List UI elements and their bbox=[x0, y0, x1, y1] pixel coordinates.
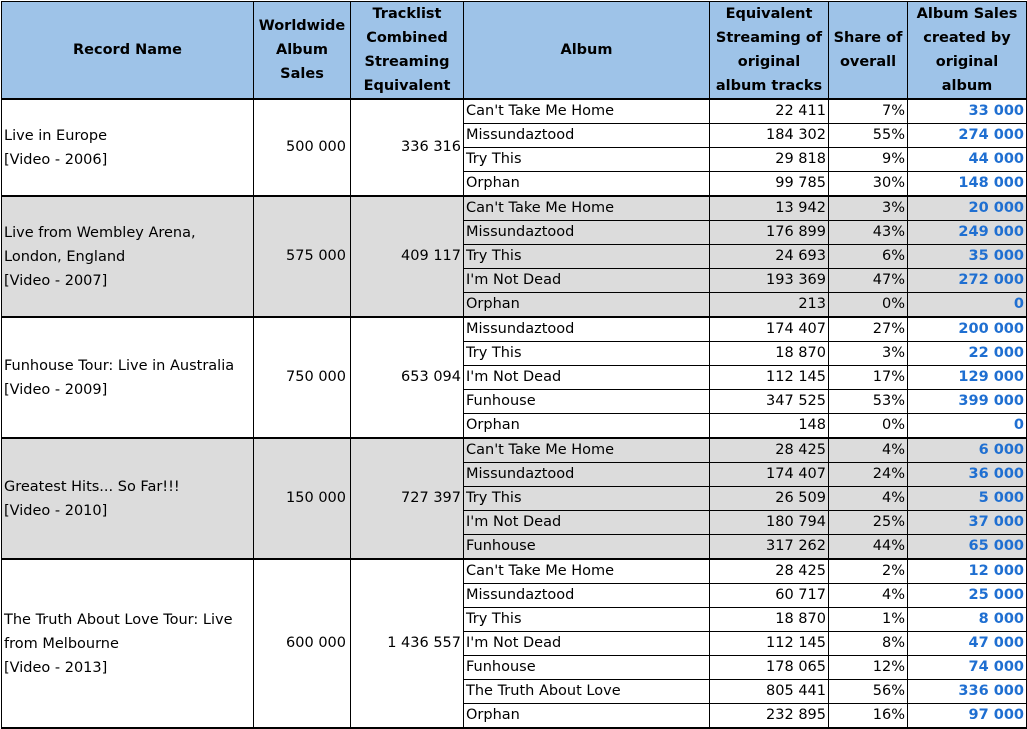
table-row bbox=[2, 317, 1027, 342]
worldwide-sales-cell: 575 000 bbox=[254, 196, 351, 317]
album-sales-created-cell: 20 000 bbox=[908, 196, 1027, 221]
album-cell: Orphan bbox=[464, 414, 710, 439]
table-row bbox=[2, 559, 1027, 584]
album-cell: The Truth About Love bbox=[464, 680, 710, 704]
equivalent-streaming-cell: 148 bbox=[710, 414, 829, 439]
album-sales-created-cell: 274 000 bbox=[908, 124, 1027, 148]
equivalent-streaming-cell: 112 145 bbox=[710, 632, 829, 656]
album-cell: Missundaztood bbox=[464, 317, 710, 342]
share-cell: 7% bbox=[829, 99, 908, 124]
equivalent-streaming-cell: 28 425 bbox=[710, 559, 829, 584]
album-sales-created-cell: 5 000 bbox=[908, 487, 1027, 511]
record-name-cell bbox=[2, 559, 254, 728]
equivalent-streaming-cell: 176 899 bbox=[710, 221, 829, 245]
worldwide-sales-cell: 750 000 bbox=[254, 317, 351, 438]
share-cell: 4% bbox=[829, 487, 908, 511]
album-cell: Missundaztood bbox=[464, 124, 710, 148]
equivalent-streaming-cell: 347 525 bbox=[710, 390, 829, 414]
table-row bbox=[2, 196, 1027, 221]
record-name-cell bbox=[2, 317, 254, 438]
album-sales-created-cell: 12 000 bbox=[908, 559, 1027, 584]
table-row bbox=[2, 438, 1027, 463]
share-cell: 53% bbox=[829, 390, 908, 414]
album-sales-created-cell: 249 000 bbox=[908, 221, 1027, 245]
header-album-sales-created: Album Sales created by original album bbox=[908, 2, 1027, 100]
album-cell: Orphan bbox=[464, 704, 710, 729]
equivalent-streaming-cell: 26 509 bbox=[710, 487, 829, 511]
record-name-line: Greatest Hits... So Far!!! bbox=[4, 478, 180, 495]
share-cell: 27% bbox=[829, 317, 908, 342]
album-cell: Funhouse bbox=[464, 390, 710, 414]
album-cell: Missundaztood bbox=[464, 463, 710, 487]
share-cell: 30% bbox=[829, 172, 908, 197]
record-name-line: [Video - 2013] bbox=[4, 659, 108, 676]
share-cell: 25% bbox=[829, 511, 908, 535]
album-sales-created-cell: 74 000 bbox=[908, 656, 1027, 680]
share-cell: 1% bbox=[829, 608, 908, 632]
album-sales-created-cell: 36 000 bbox=[908, 463, 1027, 487]
record-name-line: Funhouse Tour: Live in Australia bbox=[4, 357, 235, 374]
album-sales-created-cell: 129 000 bbox=[908, 366, 1027, 390]
equivalent-streaming-cell: 24 693 bbox=[710, 245, 829, 269]
album-cell: Orphan bbox=[464, 293, 710, 318]
album-sales-created-cell: 336 000 bbox=[908, 680, 1027, 704]
equivalent-streaming-cell: 805 441 bbox=[710, 680, 829, 704]
album-cell: Try This bbox=[464, 245, 710, 269]
share-cell: 16% bbox=[829, 704, 908, 729]
share-cell: 55% bbox=[829, 124, 908, 148]
share-cell: 0% bbox=[829, 414, 908, 439]
share-cell: 8% bbox=[829, 632, 908, 656]
worldwide-sales-cell: 500 000 bbox=[254, 99, 351, 196]
album-cell: Try This bbox=[464, 342, 710, 366]
equivalent-streaming-cell: 99 785 bbox=[710, 172, 829, 197]
equivalent-streaming-cell: 232 895 bbox=[710, 704, 829, 729]
album-cell: I'm Not Dead bbox=[464, 366, 710, 390]
album-cell: I'm Not Dead bbox=[464, 511, 710, 535]
equivalent-streaming-cell: 174 407 bbox=[710, 463, 829, 487]
album-sales-created-cell: 272 000 bbox=[908, 269, 1027, 293]
album-sales-created-cell: 37 000 bbox=[908, 511, 1027, 535]
streaming-equivalent-cell: 409 117 bbox=[351, 196, 464, 317]
equivalent-streaming-cell: 29 818 bbox=[710, 148, 829, 172]
share-cell: 4% bbox=[829, 584, 908, 608]
album-sales-created-cell: 148 000 bbox=[908, 172, 1027, 197]
worldwide-sales-cell: 150 000 bbox=[254, 438, 351, 559]
header-equivalent-streaming: Equivalent Streaming of original album tracks bbox=[710, 2, 829, 100]
album-cell: Missundaztood bbox=[464, 584, 710, 608]
share-cell: 43% bbox=[829, 221, 908, 245]
table-row bbox=[2, 99, 1027, 124]
header-share: Share of overall bbox=[829, 2, 908, 100]
header-row bbox=[2, 2, 1027, 100]
equivalent-streaming-cell: 28 425 bbox=[710, 438, 829, 463]
share-cell: 12% bbox=[829, 656, 908, 680]
album-cell: Can't Take Me Home bbox=[464, 196, 710, 221]
header-record-name: Record Name bbox=[2, 2, 254, 100]
streaming-equivalent-cell: 336 316 bbox=[351, 99, 464, 196]
album-cell: Can't Take Me Home bbox=[464, 99, 710, 124]
album-sales-created-cell: 0 bbox=[908, 293, 1027, 318]
album-cell: Missundaztood bbox=[464, 221, 710, 245]
streaming-equivalent-cell: 653 094 bbox=[351, 317, 464, 438]
share-cell: 3% bbox=[829, 342, 908, 366]
record-name-line: [Video - 2007] bbox=[4, 272, 108, 289]
equivalent-streaming-cell: 18 870 bbox=[710, 342, 829, 366]
equivalent-streaming-cell: 193 369 bbox=[710, 269, 829, 293]
header-worldwide-sales: Worldwide Album Sales bbox=[254, 2, 351, 100]
worldwide-sales-cell: 600 000 bbox=[254, 559, 351, 728]
album-sales-created-cell: 200 000 bbox=[908, 317, 1027, 342]
sales-table bbox=[1, 1, 1027, 729]
equivalent-streaming-cell: 22 411 bbox=[710, 99, 829, 124]
equivalent-streaming-cell: 60 717 bbox=[710, 584, 829, 608]
share-cell: 4% bbox=[829, 438, 908, 463]
equivalent-streaming-cell: 180 794 bbox=[710, 511, 829, 535]
record-name-line: Live from Wembley Arena, bbox=[4, 224, 196, 241]
share-cell: 24% bbox=[829, 463, 908, 487]
share-cell: 9% bbox=[829, 148, 908, 172]
record-name-line: London, England bbox=[4, 248, 126, 265]
album-cell: Orphan bbox=[464, 172, 710, 197]
equivalent-streaming-cell: 317 262 bbox=[710, 535, 829, 560]
album-sales-created-cell: 399 000 bbox=[908, 390, 1027, 414]
table-body bbox=[2, 99, 1027, 728]
record-name-cell bbox=[2, 99, 254, 196]
album-cell: Try This bbox=[464, 487, 710, 511]
streaming-equivalent-cell: 727 397 bbox=[351, 438, 464, 559]
album-sales-created-cell: 33 000 bbox=[908, 99, 1027, 124]
record-name-line: [Video - 2006] bbox=[4, 151, 108, 168]
share-cell: 47% bbox=[829, 269, 908, 293]
album-sales-created-cell: 22 000 bbox=[908, 342, 1027, 366]
album-sales-created-cell: 44 000 bbox=[908, 148, 1027, 172]
equivalent-streaming-cell: 112 145 bbox=[710, 366, 829, 390]
streaming-equivalent-cell: 1 436 557 bbox=[351, 559, 464, 728]
record-name-cell bbox=[2, 438, 254, 559]
header-album: Album bbox=[464, 2, 710, 100]
record-name-line: The Truth About Love Tour: Live bbox=[4, 611, 233, 628]
album-cell: I'm Not Dead bbox=[464, 632, 710, 656]
header-streaming-equivalent: Tracklist Combined Streaming Equivalent bbox=[351, 2, 464, 100]
album-cell: I'm Not Dead bbox=[464, 269, 710, 293]
album-sales-created-cell: 47 000 bbox=[908, 632, 1027, 656]
record-name-line: [Video - 2010] bbox=[4, 502, 108, 519]
equivalent-streaming-cell: 213 bbox=[710, 293, 829, 318]
share-cell: 17% bbox=[829, 366, 908, 390]
share-cell: 0% bbox=[829, 293, 908, 318]
album-sales-created-cell: 25 000 bbox=[908, 584, 1027, 608]
album-cell: Try This bbox=[464, 148, 710, 172]
equivalent-streaming-cell: 174 407 bbox=[710, 317, 829, 342]
album-cell: Funhouse bbox=[464, 535, 710, 560]
share-cell: 3% bbox=[829, 196, 908, 221]
equivalent-streaming-cell: 184 302 bbox=[710, 124, 829, 148]
album-sales-created-cell: 0 bbox=[908, 414, 1027, 439]
album-cell: Funhouse bbox=[464, 656, 710, 680]
share-cell: 2% bbox=[829, 559, 908, 584]
record-name-line: from Melbourne bbox=[4, 635, 119, 652]
equivalent-streaming-cell: 178 065 bbox=[710, 656, 829, 680]
share-cell: 6% bbox=[829, 245, 908, 269]
album-cell: Try This bbox=[464, 608, 710, 632]
album-sales-created-cell: 6 000 bbox=[908, 438, 1027, 463]
album-sales-created-cell: 35 000 bbox=[908, 245, 1027, 269]
equivalent-streaming-cell: 18 870 bbox=[710, 608, 829, 632]
share-cell: 56% bbox=[829, 680, 908, 704]
album-sales-created-cell: 97 000 bbox=[908, 704, 1027, 729]
record-name-cell bbox=[2, 196, 254, 317]
album-cell: Can't Take Me Home bbox=[464, 559, 710, 584]
record-name-line: Live in Europe bbox=[4, 127, 108, 144]
share-cell: 44% bbox=[829, 535, 908, 560]
album-cell: Can't Take Me Home bbox=[464, 438, 710, 463]
equivalent-streaming-cell: 13 942 bbox=[710, 196, 829, 221]
album-sales-created-cell: 8 000 bbox=[908, 608, 1027, 632]
record-name-line: [Video - 2009] bbox=[4, 381, 108, 398]
album-sales-created-cell: 65 000 bbox=[908, 535, 1027, 560]
